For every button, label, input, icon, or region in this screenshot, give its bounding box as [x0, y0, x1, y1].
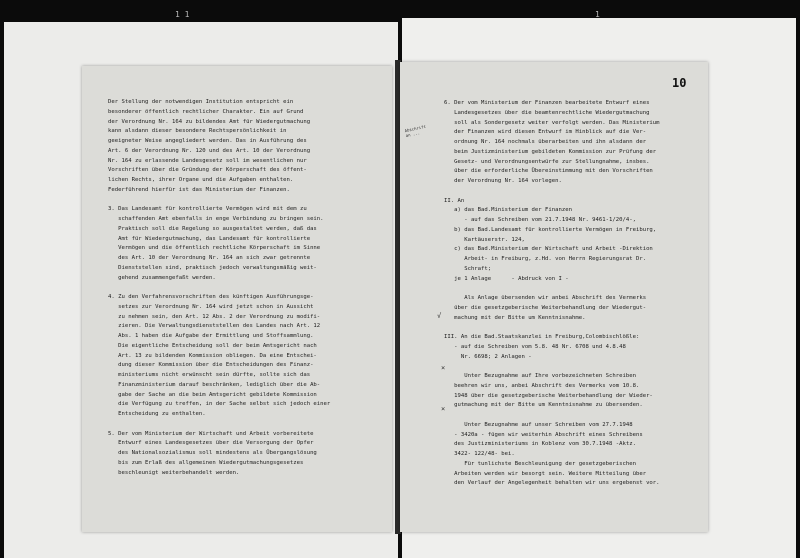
text-line: beim Justizministerium gebildeten Kommission zur Prüfung der [444, 148, 657, 155]
text-line: des Justizministeriums in Koblenz vom 30.7.1948 -Aktz. [444, 441, 636, 448]
text-line: Unter Bezugnahme auf unser Schreiben vom 27.7.1948 [444, 421, 633, 428]
right-page [400, 62, 708, 532]
text-line: Vorschriften über die Gründung der Körperschaft des öffent- [108, 167, 307, 174]
text-line: Arbeiten werden wir besorgt sein. Weitere Mitteilung über [444, 470, 647, 477]
text-line: der Finanzen wird diesen Entwurf im Hinblick auf die Ver- [444, 129, 647, 136]
margin-mark-2: × [441, 364, 446, 372]
text-line: Gesetz- und Verordnungsentwürfe zur Stellungnahme, insbes. [444, 158, 650, 165]
stamp-annotation: Abschrift an ... [404, 123, 427, 138]
text-line: Die eigentliche Entscheidung soll der beim Amtsgericht nach [108, 342, 317, 349]
text-line: Dienststellen sind, praktisch jedoch verwaltungsmäßig weit- [108, 264, 317, 271]
top-mark-right: 1 [595, 10, 600, 19]
text-line: schaffenden Amt ebenfalls in enge Verbindung zu bringen sein. [108, 216, 324, 222]
text-line: Finanzministerium darauf beschränken, lediglich über die Ab- [108, 381, 321, 388]
text-line: a) das Bad.Ministerium der Finanzen [444, 207, 572, 214]
text-line: Amt für Wiedergutmachung, das Landesamt für kontrollierte [108, 235, 311, 242]
text-line: die Verfügung zu treffen, in der Sache selbst sich jedoch einer [108, 401, 331, 408]
text-line: c) das Bad.Ministerium der Wirtschaft und Arbeit -Direktion [444, 246, 653, 253]
text-line: Nr. 164 zu erlassende Landesgesetz soll im wesentlichen nur [108, 157, 307, 164]
text-line: Nr. 6698; 2 Anlagen - [444, 353, 532, 360]
text-line: je 1 Anlage - Abdruck von I - [444, 275, 569, 282]
text-line: Der Stellung der notwendigen Institution entspricht ein [108, 99, 294, 105]
text-line: Entscheidung zu enthalten. [108, 411, 206, 417]
text-line: des Art. 10 der Verordnung Nr. 164 an sich zwar getrennte [108, 255, 311, 261]
text-line: Abs. 1 haben die Aufgabe der Ermittlung und Stoffsammlung. [108, 333, 314, 339]
right-page-text [444, 99, 706, 529]
text-line: gutmachung mit der Bitte um Kenntnisnahme zu übersenden. [444, 402, 643, 409]
text-line: zieren. Die Verwaltungsdienststellen des Landes nach Art. 12 [108, 323, 321, 330]
text-line: machung mit der Bitte um Kenntnisnahme. [444, 314, 586, 321]
text-line: Schraft; [444, 265, 492, 272]
text-line: ministeriums nicht erwünscht sein dürfte, sollte sich das [108, 372, 311, 378]
text-line: Kartäuserstr. 124, [444, 236, 525, 243]
text-line: geeigneter Weise angegliedert werden. Das in Ausführung des [108, 138, 307, 144]
text-line: über die gesetzgeberische Weiterbehandlung der Wiedergut- [444, 304, 647, 311]
text-line: 6. Der vom Ministerium der Finanzen bearbeitete Entwurf eines [444, 100, 650, 106]
text-line: setzes zur Verordnung Nr. 164 wird jetzt schon in Aussicht [108, 303, 314, 310]
text-line: 3. Das Landesamt für kontrollierte Vermögen wird mit dem zu [108, 206, 307, 213]
text-line: Vermögen und die öffentlich rechtliche Körperschaft im Sinne [108, 245, 321, 252]
text-line: 3422- 122/48- bei. [444, 451, 515, 457]
text-line: 5. Der vom Ministerium der Wirtschaft und Arbeit vorbereitete [108, 430, 314, 437]
text-line: beschleunigt weiterbehandelt werden. [108, 469, 240, 476]
text-line: - auf das Schreiben vom 21.7.1948 Nr. 9461-1/20/4-, [444, 217, 636, 223]
text-line: der Verordnung Nr. 164 vorlegen. [444, 178, 562, 184]
text-line: - auf die Schreiben vom 5.8. 48 Nr. 6708 und 4.8.48 [444, 343, 626, 350]
text-line: Landesgesetzes über die beamtenrechtliche Wiedergutmachung [444, 109, 650, 116]
text-line: zu nehmen sein, den Art. 12 Abs. 2 der Verordnung zu modifi- [108, 313, 321, 320]
left-page-text [108, 98, 390, 528]
margin-mark-1: √ [437, 312, 442, 320]
text-line: Für tunlichste Beschleunigung der gesetzgeberischen [444, 460, 636, 467]
text-line: Art. 13 zu bildenden Kommission obliegen. Da eine Entschei- [108, 352, 317, 359]
text-line: besonderer öffentlich rechtlicher Charakter. Ein auf Grund [108, 108, 304, 115]
text-line: II. An [444, 197, 465, 204]
text-line: der Verordnung Nr. 164 zu bildendes Amt für Wiedergutmachung [108, 118, 311, 125]
text-line: - 3420a - fügen wir weiterhin Abschrift eines Schreibens [444, 431, 643, 438]
text-line: gehend zusammengefaßt werden. [108, 274, 216, 281]
text-line: 4. Zu den Verfahrensvorschriften des künftigen Ausführungsge- [108, 294, 314, 300]
text-line: des Nationalsozialismus soll mindestens als Übergangslösung [108, 450, 317, 456]
text-line: beehren wir uns, anbei Abschrift des Vermerks vom 10.8. [444, 382, 640, 389]
text-line: Als Anlage übersenden wir anbei Abschrift des Vermerks [444, 295, 647, 301]
text-line: dung dieser Kommission über die Entscheidungen des Finanz- [108, 362, 314, 369]
text-line: Praktisch soll die Regelung so ausgestaltet werden, daß das [108, 225, 317, 232]
text-line: soll als Sondergesetz weiter verfolgt werden. Das Ministerium [444, 119, 660, 126]
text-line: Unter Bezugnahme auf Ihre vorbezeichneten Schreiben [444, 373, 636, 379]
text-line: b) das Bad.Landesamt für kontrollierte Vermögen in Freiburg, [444, 226, 657, 233]
margin-mark-3: × [441, 405, 446, 413]
text-line: Entwurf eines Landesgesetzes über die Versorgung der Opfer [108, 440, 314, 447]
text-line: Arbeit- in Freiburg, z.Hd. von Herrn Regierungsrat Dr. [444, 256, 647, 262]
text-line: III. An die Bad.Staatskanzlei in Freiburg,Colombischlößle: [444, 334, 640, 340]
text-line: über die erforderliche Übereinstimmung mit den Vorschriften [444, 168, 653, 175]
text-line: 1948 über die gesetzgeberische Weiterbehandlung der Wieder- [444, 392, 653, 399]
text-line: gabe der Sache an die beim Amtsgericht gebildete Kommission [108, 391, 317, 398]
text-line: Art. 6 der Verordnung Nr. 120 und des Art. 10 der Verordnung [108, 147, 311, 154]
text-line: ordnung Nr. 164 nochmals überarbeiten und ihn alsdann der [444, 139, 647, 145]
left-page [82, 66, 392, 532]
text-line: Federführend hierfür ist das Ministerium der Finanzen. [108, 186, 290, 193]
page-number: 10 [672, 76, 687, 90]
text-line: bis zum Erlaß des allgemeinen Wiedergutmachungsgesetzes [108, 459, 304, 466]
text-line: kann alsdann dieser besondere Rechtspersönlichkeit in [108, 128, 287, 135]
top-mark-left: 1 1 [175, 10, 190, 19]
text-line: lichen Rechts, ihrer Organe und die Aufgaben enthalten. [108, 177, 294, 183]
text-line: den Verlauf der Angelegenheit behalten wir uns ergebenst vor. [444, 480, 660, 487]
